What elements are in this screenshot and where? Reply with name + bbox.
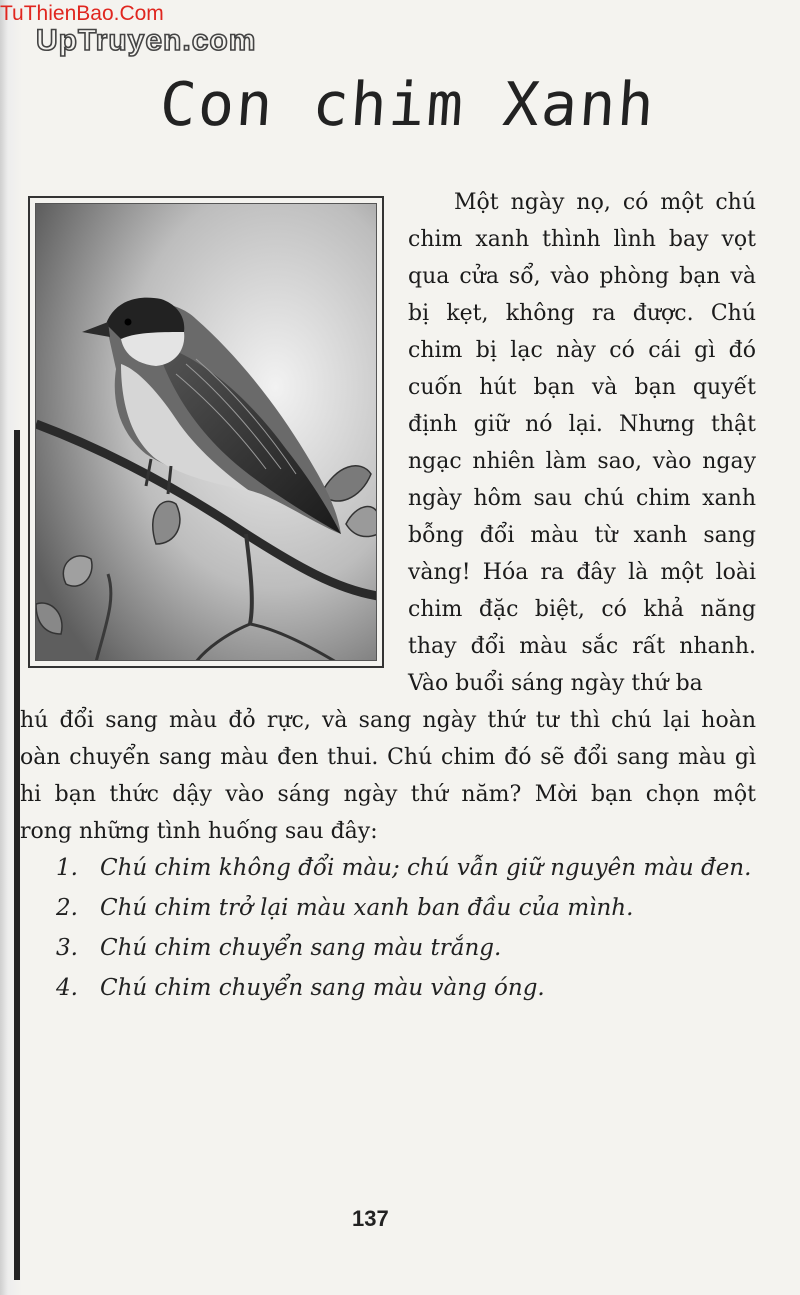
- bird-illustration: [36, 204, 377, 661]
- option-number: 1.: [56, 855, 78, 881]
- option-4: [56, 968, 766, 1008]
- continuation-line: oàn chuyển sang màu đen thui. Chú chim đó sẽ đổi sang màu gì: [20, 745, 756, 770]
- continuation-line: hú đổi sang màu đỏ rực, và sang ngày thứ tư thì chú lại hoàn: [20, 708, 756, 733]
- option-number: 3.: [56, 935, 78, 961]
- intro-paragraph: Một ngày nọ, có một chú chim xanh thình lình bay vọt qua cửa sổ, vào phòng bạn và bị kẹt, không ra được. Chú chim bị lạc này có cái gì đó cuốn hút bạn và bạn quyết định giữ nó lại. Nhưng thật ngạc nhiên làm sao, vào ngay ngày hôm sau chú chim xanh bỗng đổi màu từ xanh sang vàng! Hóa ra đây là một loài chim đặc biệt, có khả năng thay đổi màu sắc rất nhanh. Vào buổi sáng ngày thứ ba: [408, 190, 756, 696]
- answer-options: [56, 848, 766, 1008]
- continuation-line: rong những tình huống sau đây:: [20, 819, 378, 844]
- page-title: Con chim Xanh: [157, 70, 659, 140]
- page-number: 137: [352, 1206, 389, 1231]
- continuation-paragraph: [20, 702, 756, 850]
- option-text: Chú chim không đổi màu; chú vẫn giữ nguyên màu đen.: [100, 855, 752, 881]
- option-text: Chú chim trở lại màu xanh ban đầu của mình.: [100, 895, 634, 921]
- continuation-line: hi bạn thức dậy vào sáng ngày thứ năm? Mời bạn chọn một: [20, 782, 756, 807]
- bird-photo-frame: [35, 203, 377, 661]
- option-2: [56, 888, 766, 928]
- option-number: 4.: [56, 975, 78, 1001]
- binding-rule: [14, 430, 20, 1280]
- option-text: Chú chim chuyển sang màu trắng.: [100, 935, 502, 961]
- option-3: [56, 928, 766, 968]
- watermark-tuthienbao: TuThienBao.Com: [0, 2, 164, 25]
- bird-photo: [28, 196, 384, 668]
- option-text: Chú chim chuyển sang màu vàng óng.: [100, 975, 545, 1001]
- option-1: [56, 848, 766, 888]
- option-number: 2.: [56, 895, 78, 921]
- watermark-uptruyen: UpTruyen.com: [36, 24, 257, 57]
